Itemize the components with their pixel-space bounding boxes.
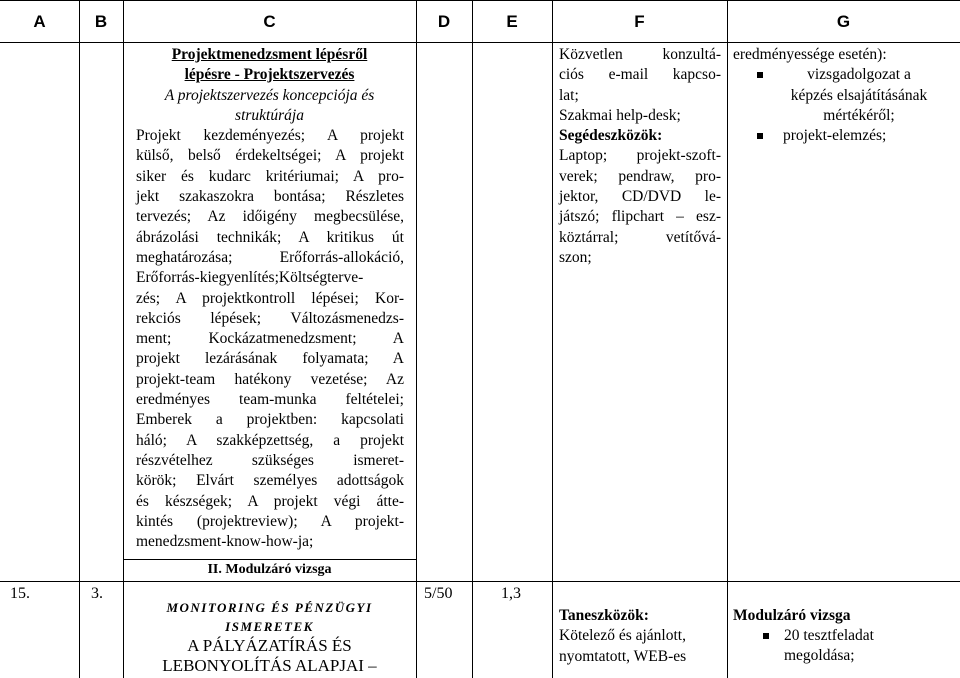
grid-line	[0, 0, 960, 1]
row2-module-title-line: ISMERETEK	[225, 619, 314, 634]
topic-line: menedzsment-know-how-ja;	[136, 533, 314, 551]
column-header-d: D	[437, 12, 451, 31]
topic-line: Emberek a projektben: kapcsolati	[136, 411, 404, 429]
topic-line: háló; A szakképzettség, a projekt	[136, 431, 404, 449]
topic-line: részvételhez szükséges ismeret-	[136, 451, 404, 469]
topic-line: siker és kudarc kritériumai; A pro-	[136, 167, 404, 185]
topic-line: zés; A projektkontroll lépései; Kor-	[136, 289, 404, 307]
grid-line	[79, 0, 80, 678]
exam-label: II. Modulzáró vizsga	[207, 562, 332, 577]
topic-line: projekt-team hatékony vezetése; Az	[136, 370, 404, 388]
tools-label: Segédeszközök:	[559, 127, 663, 145]
teaching-tools-label: Taneszközök:	[559, 607, 649, 624]
column-header-g: G	[836, 12, 851, 31]
column-header-f: F	[634, 12, 645, 31]
module-title-line: Projektmenedzsment lépésről	[171, 46, 368, 63]
grid-line	[0, 581, 960, 582]
evaluation-bullet: projekt-elemzés;	[783, 127, 887, 145]
column-header-b: B	[94, 12, 108, 31]
bullet-icon	[763, 633, 769, 639]
row2-exam-bullet-line: 20 tesztfeladat	[784, 627, 874, 644]
consultation-line: Szakmai help-desk;	[559, 106, 681, 124]
module-title-line: lépésre - Projektszervezés	[184, 66, 355, 84]
row2-col-e: 1,3	[501, 585, 521, 602]
column-header-c: C	[263, 12, 276, 31]
evaluation-bullet	[775, 65, 943, 126]
bullet-icon	[757, 133, 763, 139]
topic-line: tervezés; Az időigény megbecsülése,	[136, 208, 404, 226]
teaching-tools-line: Kötelező és ajánlott,	[559, 627, 686, 645]
topic-line: jekt szakaszokra bontása; Részletes	[136, 188, 404, 206]
row2-exam-bullet-line: megoldása;	[784, 647, 855, 665]
row2-exam-label: Modulzáró vizsga	[733, 607, 851, 624]
tools-line: verek; pendraw, pro-	[559, 167, 721, 185]
topic-line: eredményes team-munka feltételei;	[136, 391, 404, 409]
grid-line	[727, 0, 728, 678]
evaluation-bullet-line: mértékéről;	[823, 106, 895, 124]
row2-module-title-line: MONITORING ÉS PÉNZÜGYI	[166, 600, 373, 615]
topic-line: Erőforrás-kiegyenlítés;Költségterve-	[136, 269, 364, 287]
topic-line: és készségek; A projekt végi átte-	[136, 492, 404, 510]
tools-line: szon;	[559, 248, 592, 266]
consultation-line: Közvetlen konzultá-	[559, 46, 721, 63]
tools-line: jektor, CD/DVD le-	[559, 188, 721, 206]
topic-line: meghatározása; Erőforrás-allokáció,	[136, 248, 404, 266]
row2-module-subtitle-line: LEBONYOLÍTÁS ALAPJAI –	[162, 656, 377, 675]
grid-line	[472, 0, 473, 678]
column-header-row	[0, 0, 960, 42]
grid-line	[0, 42, 960, 43]
tools-line: Laptop; projekt-szoft-	[559, 147, 721, 165]
grid-line	[123, 559, 416, 560]
teaching-tools-line: nyomtatott, WEB-es	[559, 647, 687, 665]
row2-module-subtitle	[123, 636, 416, 676]
module-title	[130, 45, 409, 86]
evaluation-intro: eredményessége esetén):	[733, 46, 887, 63]
row2-module-subtitle-line: A PÁLYÁZATÍRÁS ÉS	[187, 636, 352, 655]
consultation-info	[559, 45, 721, 268]
tools-line: köztárral; vetítővá-	[559, 228, 721, 246]
module-subtitle-line: struktúrája	[235, 106, 304, 124]
topic-line: rekciós lépések; Változásmenedzs-	[136, 309, 404, 327]
column-header-a: A	[33, 12, 46, 31]
topic-line: kintés (projektreview); A projekt-	[136, 512, 404, 530]
tools-line: játszó; flipchart – esz-	[559, 208, 721, 226]
column-header-e: E	[506, 12, 518, 31]
evaluation-bullet-line: vizsgadolgozat a	[807, 66, 911, 84]
evaluation-bullet-line: képzés elsajátításának	[790, 86, 928, 104]
row2-col-d: 5/50	[424, 585, 453, 602]
module-subtitle-line: A projektszervezés koncepciója és	[164, 86, 375, 104]
consultation-line: ciós e-mail kapcso-	[559, 66, 721, 84]
topic-line: projekt lezárásának folyamata; A	[136, 350, 404, 368]
row2-module-title	[123, 598, 416, 636]
topic-line: ábrázolási technikák; A kritikus út	[136, 228, 404, 246]
module-topics	[136, 126, 404, 552]
row2-exam-bullet	[784, 626, 954, 667]
module-subtitle	[130, 86, 409, 127]
consultation-line: lat;	[559, 86, 579, 104]
topic-line: Projekt kezdeményezés; A projekt	[136, 127, 404, 145]
topic-line: külső, belső érdekeltségei; A projekt	[136, 147, 404, 165]
row2-col-f	[559, 606, 724, 667]
topic-line: körök; Elvárt személyes adottságok	[136, 472, 404, 490]
row2-col-b: 3.	[91, 585, 103, 602]
grid-line	[416, 0, 417, 678]
topic-line: ment; Kockázatmenedzsment; A	[136, 330, 404, 348]
bullet-icon	[757, 72, 763, 78]
grid-line	[552, 0, 553, 678]
row2-col-a: 15.	[10, 585, 30, 602]
